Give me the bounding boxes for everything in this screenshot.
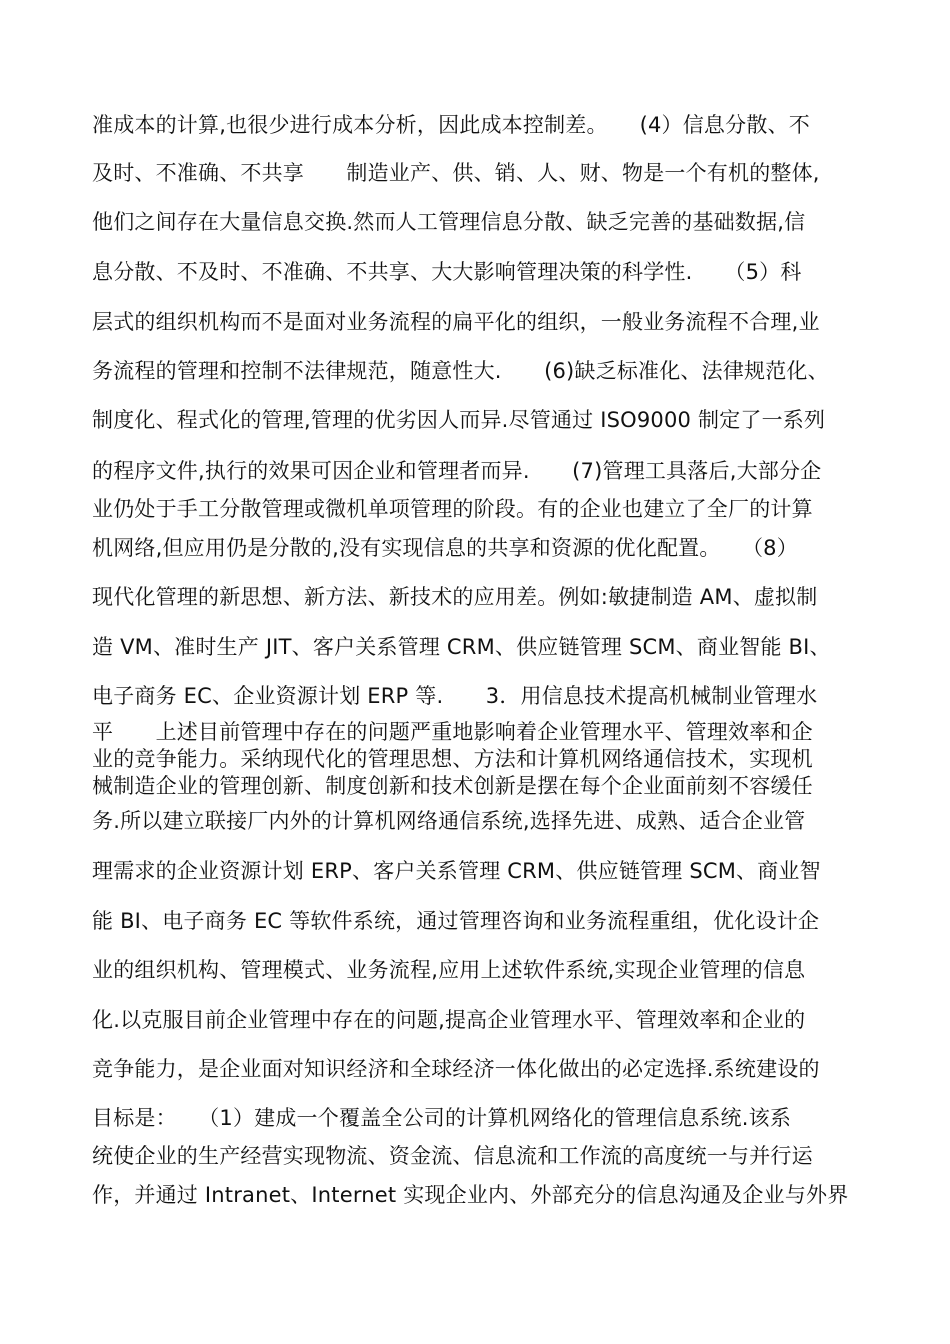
text-line: 准成本的计算,也很少进行成本分析，因此成本控制差。 (4）信息分散、不 [92, 113, 810, 137]
text-line: 息分散、不及时、不准确、不共享、大大影响管理决策的科学性. （5）科 [92, 260, 802, 284]
text-line: 层式的组织机构而不是面对业务流程的扁平化的组织，一般业务流程不合理,业 [92, 310, 820, 334]
text-line: 业的竞争能力。采纳现代化的管理思想、方法和计算机网络通信技术，实现机 [92, 747, 813, 771]
text-line: 现代化管理的新思想、新方法、新技术的应用差。例如:敏捷制造 AM、虚拟制 [92, 585, 818, 609]
text-line: 及时、不准确、不共享 制造业产、供、销、人、财、物是一个有机的整体, [92, 161, 820, 185]
text-line: 业的组织机构、管理模式、业务流程,应用上述软件系统,实现企业管理的信息 [92, 958, 806, 982]
text-line: 制度化、程式化的管理,管理的优劣因人而异.尽管通过 ISO9000 制定了一系列 [92, 408, 826, 432]
text-line: 机网络,但应用仍是分散的,没有实现信息的共享和资源的优化配置。 （8） [92, 536, 798, 560]
text-line: 作，并通过 Intranet、Internet 实现企业内、外部充分的信息沟通及企业与外界 [92, 1183, 849, 1207]
text-line: 化.以克服目前企业管理中存在的问题,提高企业管理水平、管理效率和企业的 [92, 1008, 806, 1032]
text-line: 竞争能力，是企业面对知识经济和全球经济一体化做出的必定选择.系统建设的 [92, 1057, 820, 1081]
text-line: 的程序文件,执行的效果可因企业和管理者而异. (7)管理工具落后,大部分企 [92, 459, 822, 483]
text-line: 械制造企业的管理创新、制度创新和技术创新是摆在每个企业面前刻不容缓任 [92, 774, 813, 798]
text-line: 统使企业的生产经营实现物流、资金流、信息流和工作流的高度统一与并行运 [92, 1144, 813, 1168]
text-line: 目标是： （1）建成一个覆盖全公司的计算机网络化的管理信息系统.该系 [92, 1106, 792, 1130]
text-line: 能 BI、电子商务 EC 等软件系统，通过管理咨询和业务流程重组，优化设计企 [92, 909, 820, 933]
text-line: 业仍处于手工分散管理或微机单项管理的阶段。有的企业也建立了全厂的计算 [92, 497, 813, 521]
text-line: 电子商务 EC、企业资源计划 ERP 等. 3．用信息技术提高机械制业管理水 [92, 684, 818, 708]
text-line: 他们之间存在大量信息交换.然而人工管理信息分散、缺乏完善的基础数据,信 [92, 210, 806, 234]
text-line: 务流程的管理和控制不法律规范，随意性大. (6)缺乏标准化、法律规范化、 [92, 359, 829, 383]
text-line: 理需求的企业资源计划 ERP、客户关系管理 CRM、供应链管理 SCM、商业智 [92, 859, 821, 883]
text-line: 平 上述目前管理中存在的问题严重地影响着企业管理水平、管理效率和企 [92, 720, 813, 744]
text-line: 务.所以建立联接厂内外的计算机网络通信系统,选择先进、成熟、适合企业管 [92, 809, 806, 833]
text-line: 造 VM、准时生产 JIT、客户关系管理 CRM、供应链管理 SCM、商业智能 BI、 [92, 635, 831, 659]
